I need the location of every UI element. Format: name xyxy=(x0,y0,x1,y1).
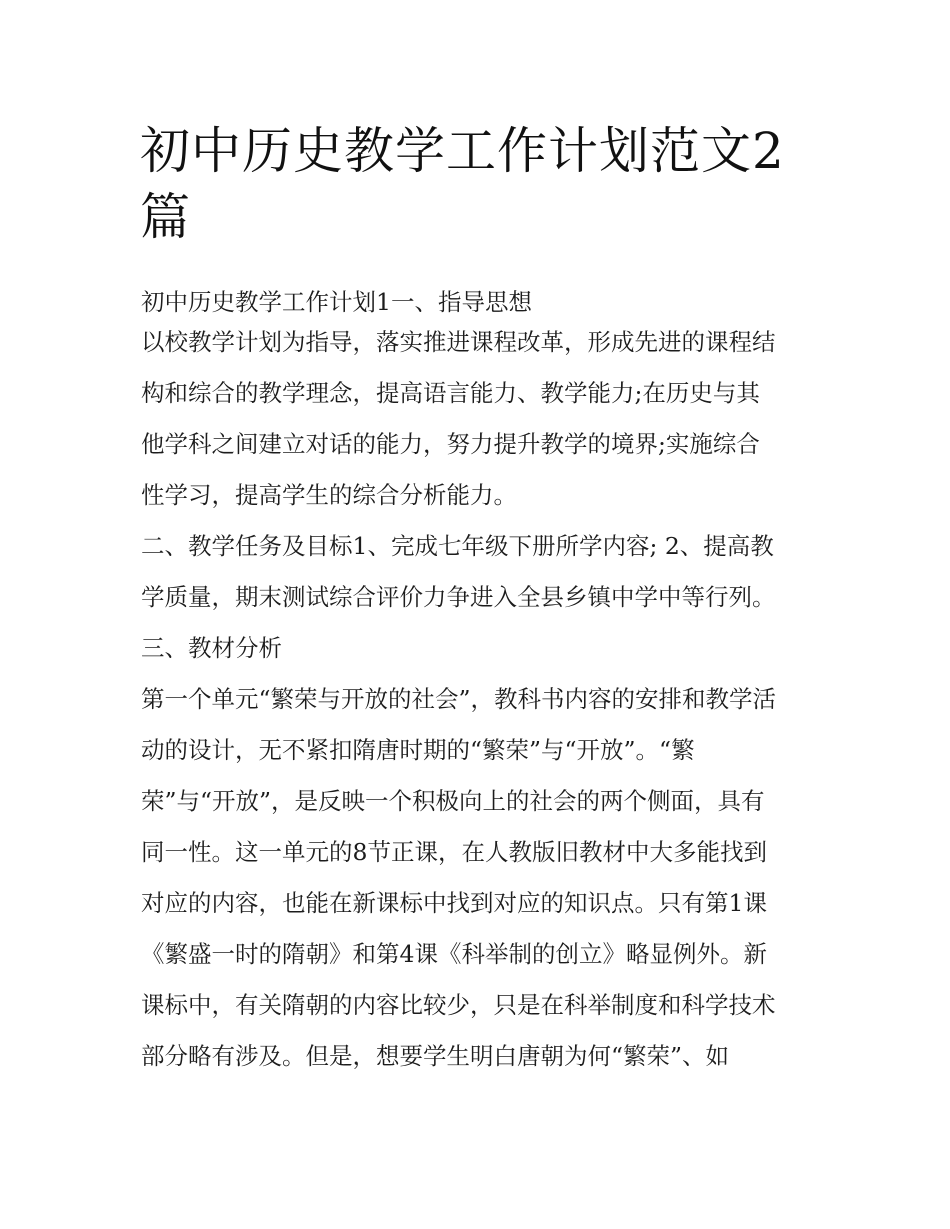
body-line: 对应的内容，也能在新课标中找到对应的知识点。只有第1课 xyxy=(141,889,767,917)
body-line: 他学科之间建立对话的能力，努力提升教学的境界;实施综合 xyxy=(141,430,760,458)
body-line: 荣”与“开放”，是反映一个积极向上的社会的两个侧面，具有 xyxy=(141,787,765,815)
body-line: 性学习，提高学生的综合分析能力。 xyxy=(141,481,517,509)
body-line: 三、教材分析 xyxy=(141,634,282,662)
body-line: 初中历史教学工作计划1一、指导思想 xyxy=(141,288,532,316)
body-line: 《繁盛一时的隋朝》和第4课《科举制的创立》略显例外。新 xyxy=(141,940,767,968)
body-line: 同一性。这一单元的8节正课，在人教版旧教材中大多能找到 xyxy=(141,838,767,866)
body-line: 以校教学计划为指导，落实推进课程改革，形成先进的课程结 xyxy=(141,328,776,356)
body-line: 部分略有涉及。但是，想要学生明白唐朝为何“繁荣”、如 xyxy=(141,1042,730,1070)
document-body xyxy=(141,285,821,1090)
body-line: 二、教学任务及目标1、完成七年级下册所学内容; 2、提高教 xyxy=(141,532,774,560)
body-line: 构和综合的教学理念，提高语言能力、教学能力;在历史与其 xyxy=(141,379,760,407)
body-line: 学质量，期末测试综合评价力争进入全县乡镇中学中等行列。 xyxy=(141,583,776,611)
body-line: 第一个单元“繁荣与开放的社会”，教科书内容的安排和教学活 xyxy=(141,685,777,713)
body-line: 课标中，有关隋朝的内容比较少，只是在科举制度和科学技术 xyxy=(141,991,776,1019)
body-line: 动的设计，无不紧扣隋唐时期的“繁荣”与“开放”。“繁 xyxy=(141,736,695,764)
document-title: 初中历史教学工作计划范文2篇 xyxy=(140,122,785,246)
